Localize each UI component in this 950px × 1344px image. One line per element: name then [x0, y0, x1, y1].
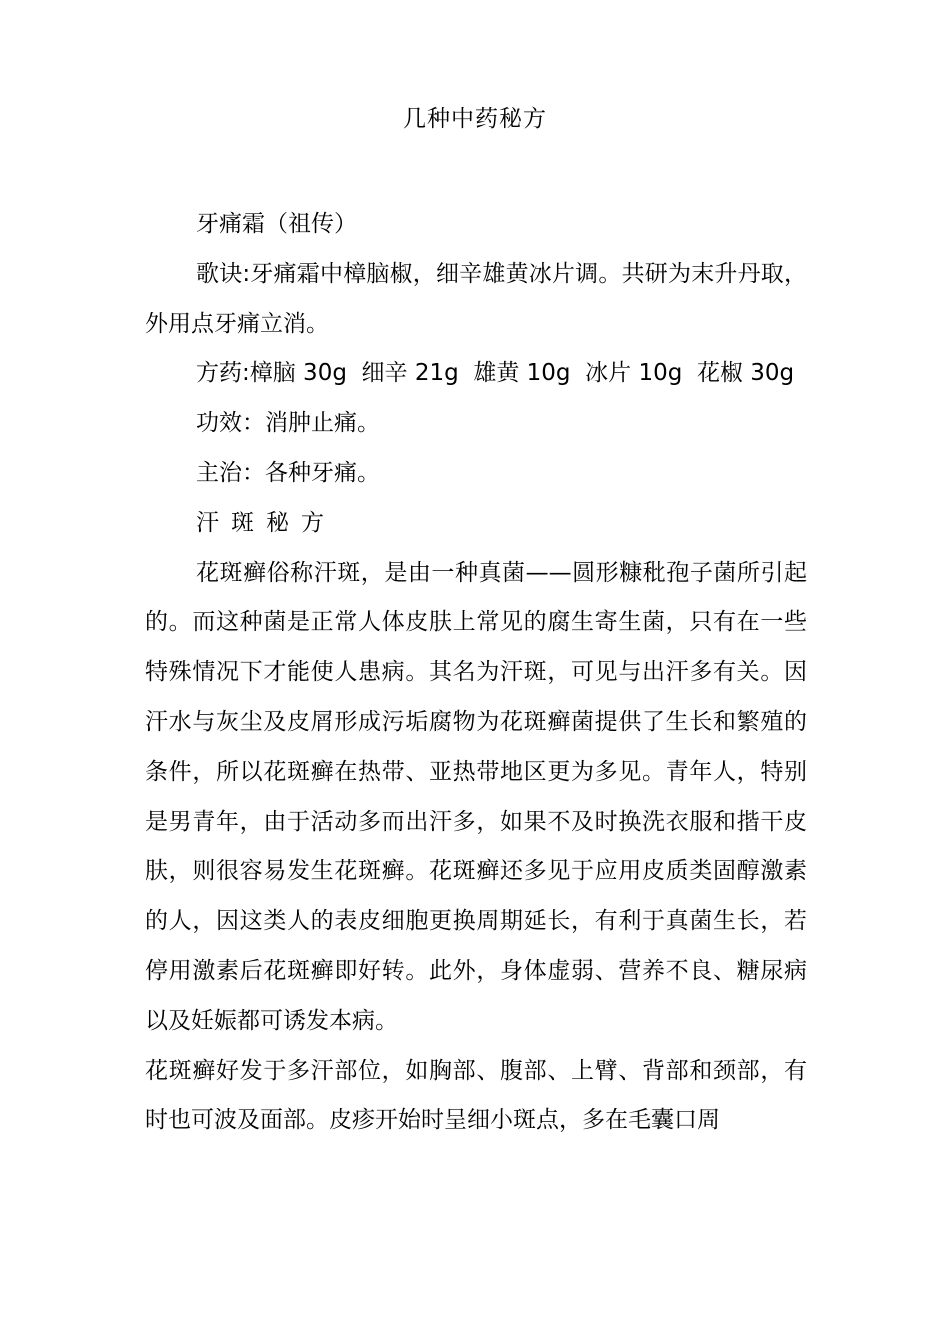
prescription-paragraph: 方药:樟脑 30g 细辛 21g 雄黄 10g 冰片 10g 花椒 30g	[196, 360, 795, 387]
section-heading-toothache-cream: 牙痛霜（祖传）	[196, 211, 357, 237]
document-title: 几种中药秘方	[403, 106, 547, 132]
tinea-description-paragraph: 花斑癣俗称汗斑，是由一种真菌——圆形糠秕孢子菌所引起的。而这种菌是正常人体皮肤上常见的腐生寄生菌，只有在一些特殊情况下才能使人患病。其名为汗斑，可见与出汗多有关。因汗水与灰尘及皮屑形成污垢腐物为花斑癣菌提供了生长和繁殖的条件，所以花斑癣在热带、亚热带地区更为多见。青年人，特别是男青年，由于活动多而出汗多，如果不及时换洗衣服和揩干皮肤，则很容易发生花斑癣。花斑癣还多见于应用皮质类固醇激素的人，因这类人的表皮细胞更换周期延长，有利于真菌生长，若停用激素后花斑癣即好转。此外，身体虚弱、营养不良、糖尿病以及妊娠都可诱发本病。	[145, 559, 807, 1034]
indication-paragraph: 主治：各种牙痛。	[196, 459, 380, 486]
efficacy-paragraph: 功效：消肿止痛。	[196, 410, 380, 437]
document-body	[145, 200, 807, 1146]
formula-verse-paragraph: 歌诀:牙痛霜中樟脑椒，细辛雄黄冰片调。共研为末升丹取，外用点牙痛立消。	[145, 260, 807, 337]
section-heading-tinea-secret: 汗斑秘方	[196, 509, 336, 536]
tinea-location-paragraph: 花斑癣好发于多汗部位，如胸部、腹部、上臂、背部和颈部，有时也可波及面部。皮疹开始时呈细小斑点，多在毛囊口周	[145, 1057, 807, 1134]
